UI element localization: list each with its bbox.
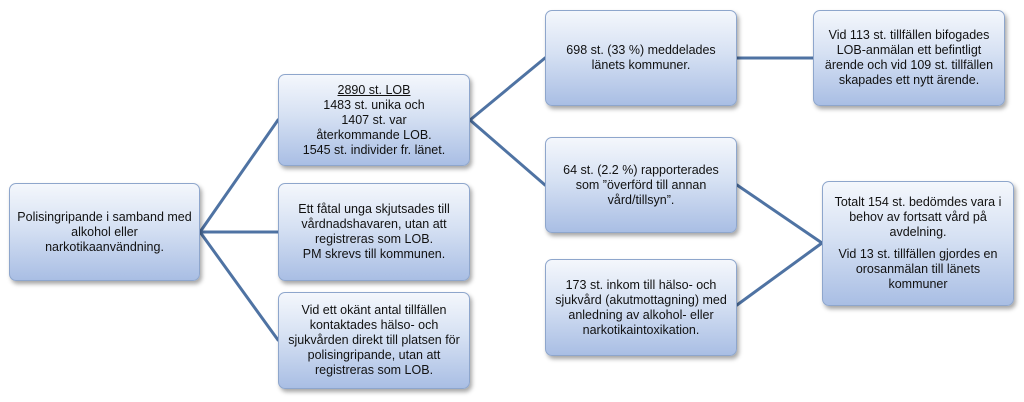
lob-box: [278, 74, 470, 166]
young-line-1: Ett fåtal unga skjutsades till vårdnadshavaren, utan att registreras som LOB.: [298, 202, 450, 246]
lob-line-4: 1545 st. individer fr. länet.: [302, 142, 446, 157]
transferred-box: [545, 137, 737, 233]
emergency-box: [545, 259, 737, 356]
lob-line-2: 1407 st. var: [341, 112, 407, 127]
connector-root-health-direct: [200, 232, 278, 340]
transferred-text: 64 st. (2.2 %) rapporterades som ”överförd till annan vård/tillsyn”.: [563, 162, 719, 207]
municipality-text: 698 st. (33 %) meddelades länets kommuner.: [566, 43, 716, 72]
health-direct-text: Vid ett okänt antal tillfällen kontaktades hälso- och sjukvården direkt till platsen för polisingripande, utan att registreras som LOB.: [288, 303, 460, 377]
care-needed-line-2: Vid 13 st. tillfällen gjordes en orosanmälan till länets kommuner: [838, 247, 998, 291]
care-needed-box: [822, 181, 1014, 306]
care-needed-line-1: Totalt 154 st. bedömdes vara i behov av fortsatt vård på avdelning.: [834, 195, 1002, 239]
health-direct-box: [278, 292, 470, 389]
connector-lob-transferred: [470, 120, 545, 185]
connector-root-lob: [200, 120, 278, 232]
young-line-2: PM skrevs till kommunen.: [302, 247, 446, 261]
lob-title: 2890 st. LOB: [337, 82, 411, 97]
connector-lob-municipality: [470, 58, 545, 120]
connector-transferred-care: [737, 185, 822, 243]
municipality-box: [545, 10, 737, 106]
lob-line-1: 1483 st. unika och: [323, 97, 425, 112]
lob-line-3: återkommande LOB.: [316, 127, 432, 142]
connector-emergency-care: [737, 243, 822, 305]
root-text: Polisingripande i samband med alkohol eller narkotikaanvändning.: [17, 209, 192, 254]
emergency-text: 173 st. inkom till hälso- och sjukvård (akutmottagning) med anledning av alkohol- eller narkotikaintoxikation.: [555, 277, 727, 337]
root-box: [9, 183, 200, 281]
cases-text: Vid 113 st. tillfällen bifogades LOB-anmälan ett befintligt ärende och vid 109 st. tillfällen skapades ett nytt ärende.: [824, 28, 994, 87]
young-box: [278, 183, 470, 281]
cases-box: [813, 10, 1005, 106]
